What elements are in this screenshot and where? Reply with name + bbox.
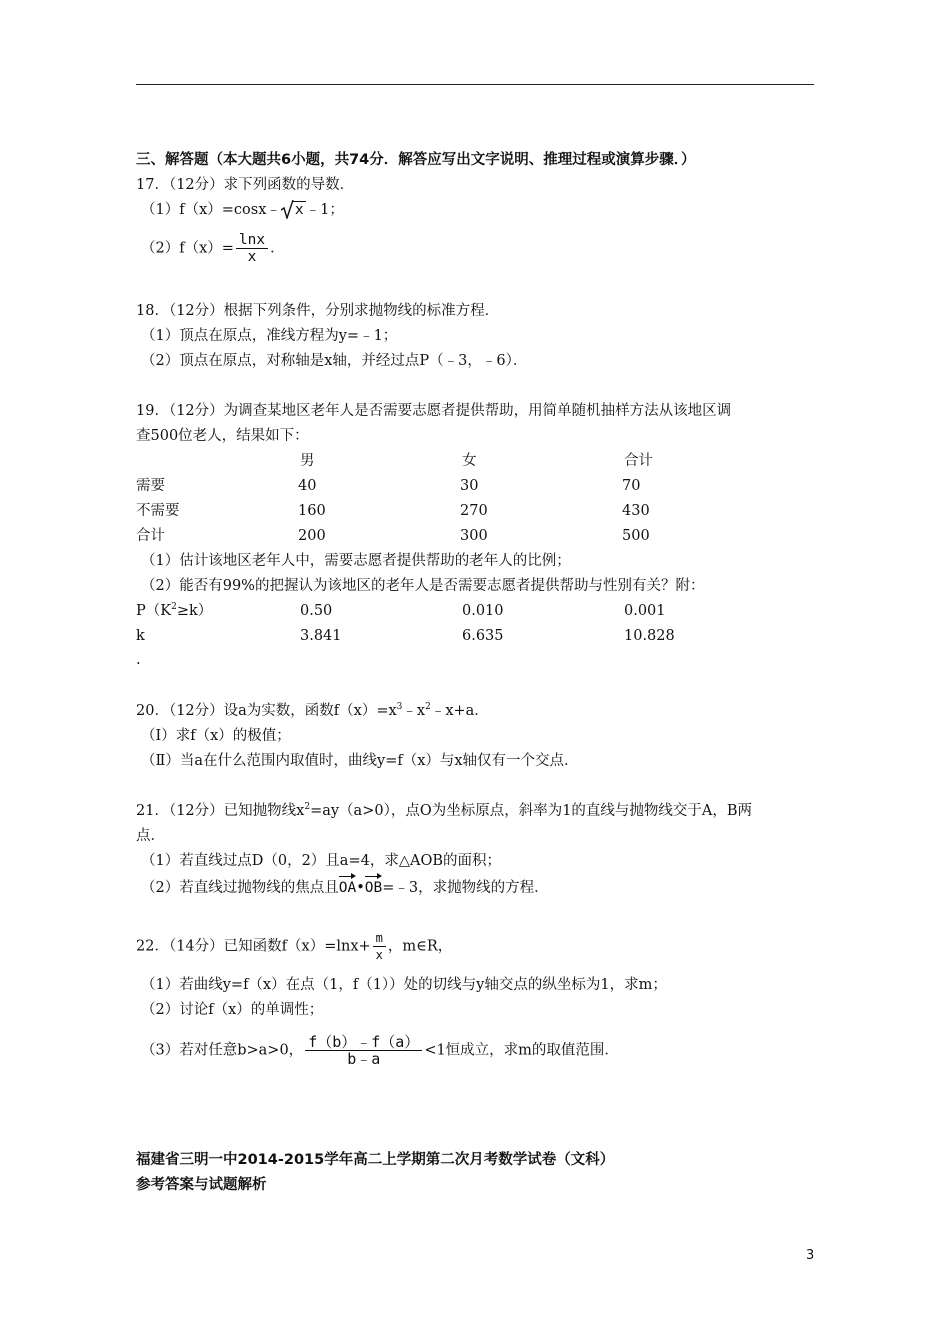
table-cell: 500 bbox=[622, 528, 650, 544]
q17-stem: 17．（12分）求下列函数的导数． bbox=[136, 177, 355, 193]
dot-product: • bbox=[356, 880, 365, 896]
q22-stem: 22．（14分）已知函数f（x）=lnx+ $\frac{m}{x}$ ，m∈R， bbox=[136, 931, 453, 962]
q22-part3-fraction: $\frac{f(b)﹣f(a)}{b﹣a}$ bbox=[305, 1034, 422, 1067]
q21-stem-2: 点． bbox=[136, 828, 165, 844]
table-row-label: 需要 bbox=[136, 478, 165, 494]
q20-stem: 20．（12分）设a为实数，函数$f(x)=x^3﹣x^2﹣x+a$． bbox=[136, 702, 489, 719]
header-rule bbox=[136, 84, 814, 85]
q19-trailing-dot: . bbox=[136, 652, 141, 668]
crit-cell: 0.001 bbox=[624, 603, 666, 619]
q17-part2-prefix: （2）f（x）= bbox=[141, 240, 234, 257]
q17-part2 bbox=[141, 232, 285, 265]
table-header-male: 男 bbox=[300, 453, 315, 469]
q20-part2: （Ⅱ）当a在什么范围内取值时，曲线y=f（x）与x轴仅有一个交点． bbox=[141, 753, 579, 769]
table-row-label: 合计 bbox=[136, 528, 165, 544]
q18-stem: 18．（12分）根据下列条件，分别求抛物线的标准方程． bbox=[136, 303, 500, 319]
section-title: 三、解答题（本大题共6小题，共74分．解答应写出文字说明、推理过程或演算步骤．） bbox=[136, 152, 696, 168]
sqrt-symbol: x bbox=[281, 200, 306, 220]
q18-part2: （2）顶点在原点，对称轴是x轴，并经过点P（﹣3，﹣6）． bbox=[141, 353, 528, 369]
crit-cell: 3.841 bbox=[300, 628, 342, 644]
q21-part2: （2）若直线过抛物线的焦点且OA•OB=﹣3，求抛物线的方程． bbox=[141, 874, 549, 898]
table-cell: 30 bbox=[460, 478, 479, 494]
q17-part1-suffix: ﹣1； bbox=[305, 202, 344, 218]
crit-row1-label: $P(K^2\ge k)$ bbox=[136, 602, 213, 619]
crit-cell: 6.635 bbox=[462, 628, 504, 644]
crit-cell: 0.010 bbox=[462, 603, 504, 619]
q17-part2-suffix: ． bbox=[270, 240, 285, 257]
crit-cell: 0.50 bbox=[300, 603, 333, 619]
q22-part1: （1）若曲线y=f（x）在点（1，f（1））处的切线与y轴交点的纵坐标为1，求m； bbox=[141, 977, 667, 993]
q18-part1: （1）顶点在原点，准线方程为y=﹣1； bbox=[141, 328, 398, 344]
q21-stem: 21．（12分）已知抛物线$x^2=ay(a>0)$，点O为坐标原点，斜率为1的直线与抛物线交于A，B两 bbox=[136, 802, 753, 819]
q21-part1: （1）若直线过点D（0，2）且a=4，求△AOB的面积； bbox=[141, 853, 501, 869]
table-cell: 160 bbox=[298, 503, 326, 519]
q17-part1 bbox=[141, 200, 344, 220]
q19-stem-2: 查500位老人，结果如下： bbox=[136, 428, 309, 444]
vector-oa: OA bbox=[339, 874, 356, 898]
q20-part1: （Ⅰ）求f（x）的极值； bbox=[141, 728, 291, 744]
table-cell: 300 bbox=[460, 528, 488, 544]
q22-fraction: $\frac{m}{x}$ bbox=[373, 930, 386, 963]
page-number: 3 bbox=[806, 1248, 815, 1263]
crit-cell: 10.828 bbox=[624, 628, 675, 644]
table-cell: 200 bbox=[298, 528, 326, 544]
footer-subtitle: 参考答案与试题解析 bbox=[136, 1177, 267, 1193]
q17-fraction: $\frac{\ln x}{x}$ bbox=[236, 232, 268, 265]
vector-ob: OB bbox=[365, 874, 382, 898]
q19-part1: （1）估计该地区老年人中，需要志愿者提供帮助的老年人的比例； bbox=[141, 553, 571, 569]
table-header-total: 合计 bbox=[624, 453, 653, 469]
q22-part3: （3）若对任意b>a>0， $\frac{f(b)﹣f(a)}{b﹣a}$ <1恒成立，求m的取值范围． bbox=[141, 1033, 619, 1068]
q19-part2: （2）能否有99%的把握认为该地区的老年人是否需要志愿者提供帮助与性别有关？附： bbox=[141, 578, 705, 594]
footer-title: 福建省三明一中2014-2015学年高二上学期第二次月考数学试卷（文科） bbox=[136, 1152, 615, 1168]
table-cell: 430 bbox=[622, 503, 650, 519]
q17-part1-prefix: （1）f（x）=cosx﹣ bbox=[141, 202, 281, 218]
table-row-label: 不需要 bbox=[136, 503, 180, 519]
table-cell: 40 bbox=[298, 478, 317, 494]
table-cell: 70 bbox=[622, 478, 641, 494]
table-cell: 270 bbox=[460, 503, 488, 519]
crit-row2-label: k bbox=[136, 628, 145, 644]
q22-part2: （2）讨论f（x）的单调性； bbox=[141, 1002, 324, 1018]
table-header-female: 女 bbox=[462, 453, 477, 469]
q19-stem-1: 19．（12分）为调查某地区老年人是否需要志愿者提供帮助，用简单随机抽样方法从该地区调 bbox=[136, 403, 732, 419]
